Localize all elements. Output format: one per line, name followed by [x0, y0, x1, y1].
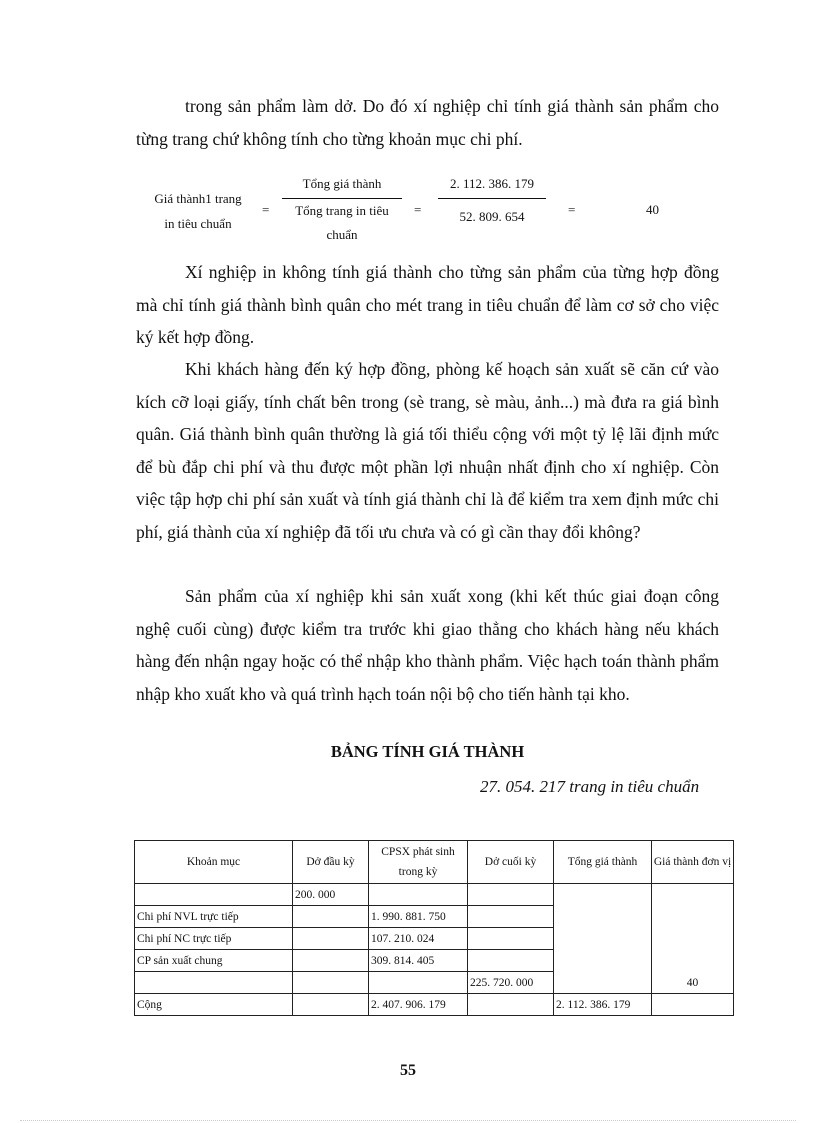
table-cell — [554, 884, 652, 994]
fraction-definition: Tổng giá thành Tổng trang in tiêu chuẩn — [282, 172, 402, 247]
cost-formula — [136, 172, 719, 242]
table-cell: Cộng — [135, 994, 293, 1016]
equals-sign: = — [568, 202, 576, 217]
footer-divider — [20, 1120, 796, 1121]
table-cell — [293, 994, 369, 1016]
paragraph-3: Khi khách hàng đến ký hợp đồng, phòng kế hoạch sản xuất sẽ căn cứ vào kích cỡ loại giấy, tính chất bên trong (sè trang, sè màu, ảnh...) mà đưa ra giá bình quân. Giá thành bình quân thường là giá tối thiểu cộng với một tỷ lệ lãi định mức để bù đắp chi phí và thu được một phần lợi nhuận nhất định cho xí nghiệp. Còn việc tập hợp chi phí sản xuất và tính giá thành chỉ là để kiểm tra xem định mức chi phí, giá thành của xí nghiệp đã tối ưu chưa và có gì cần thay đổi không? — [136, 359, 719, 542]
table-cell — [468, 884, 554, 906]
table-row — [135, 994, 734, 1016]
table-cell — [293, 928, 369, 950]
table-cell — [369, 972, 468, 994]
table-cell: Chi phí NVL trực tiếp — [135, 906, 293, 928]
table-cell — [468, 906, 554, 928]
table-cell — [135, 972, 293, 994]
table-header: Giá thành đơn vị — [652, 841, 734, 884]
paragraph-2: Xí nghiệp in không tính giá thành cho từng sản phẩm của từng hợp đồng mà chỉ tính giá thành bình quân cho mét trang in tiêu chuẩn để làm cơ sở cho việc ký kết hợp đồng. — [136, 262, 719, 347]
table-cell: 1. 990. 881. 750 — [369, 906, 468, 928]
table-cell: 2. 112. 386. 179 — [554, 994, 652, 1016]
equals-sign: = — [414, 202, 422, 217]
table-cell — [652, 994, 734, 1016]
table-title: BẢNG TÍNH GIÁ THÀNH — [330, 742, 525, 761]
table-header: Khoản mục — [135, 841, 293, 884]
table-header-row — [135, 841, 734, 884]
table-cell: 225. 720. 000 — [468, 972, 554, 994]
table-cell: 200. 000 — [293, 884, 369, 906]
formula-label: Giá thành1 trang in tiêu chuẩn — [154, 191, 242, 231]
table-cell — [293, 950, 369, 972]
equals-sign: = — [262, 202, 270, 217]
fraction-values: $\frac{2. 112. 386. 179}{52. 809. 654}$ — [438, 172, 546, 229]
table-cell: 309. 814. 405 — [369, 950, 468, 972]
table-cell — [468, 950, 554, 972]
table-cell — [293, 906, 369, 928]
table-subtitle: 27. 054. 217 trang in tiêu chuẩn — [480, 777, 700, 796]
table-cell — [468, 994, 554, 1016]
table-cell: 2. 407. 906. 179 — [369, 994, 468, 1016]
table-header: Tổng giá thành — [554, 841, 652, 884]
unit-price-cell: 40 — [652, 884, 734, 994]
table-cell — [135, 884, 293, 906]
table-cell — [468, 928, 554, 950]
paragraph-1: trong sản phẩm làm dở. Do đó xí nghiệp chỉ tính giá thành sản phẩm cho từng trang chứ không tính cho từng khoản mục chi phí. — [136, 96, 719, 149]
table-header: Dở cuối kỳ — [468, 841, 554, 884]
table-row — [135, 884, 734, 906]
table-cell — [369, 884, 468, 906]
table-header: Dở đầu kỳ — [293, 841, 369, 884]
table-cell — [293, 972, 369, 994]
paragraph-4: Sản phẩm của xí nghiệp khi sản xuất xong (khi kết thúc giai đoạn công nghệ cuối cùng) được kiểm tra trước khi giao thẳng cho khách hàng nếu khách hàng đến nhận ngay hoặc có thể nhập kho thành phẩm. Việc hạch toán thành phẩm nhập kho xuất kho và quá trình hạch toán nội bộ cho tiến hành tại kho. — [136, 586, 719, 704]
table-cell: Chi phí NC trực tiếp — [135, 928, 293, 950]
table-cell: 107. 210. 024 — [369, 928, 468, 950]
page-number: 55 — [400, 1062, 416, 1079]
table-cell: CP sản xuất chung — [135, 950, 293, 972]
table-header: CPSX phát sinh trong kỳ — [369, 841, 468, 884]
cost-table — [134, 840, 734, 1016]
formula-result: 40 — [646, 202, 659, 217]
